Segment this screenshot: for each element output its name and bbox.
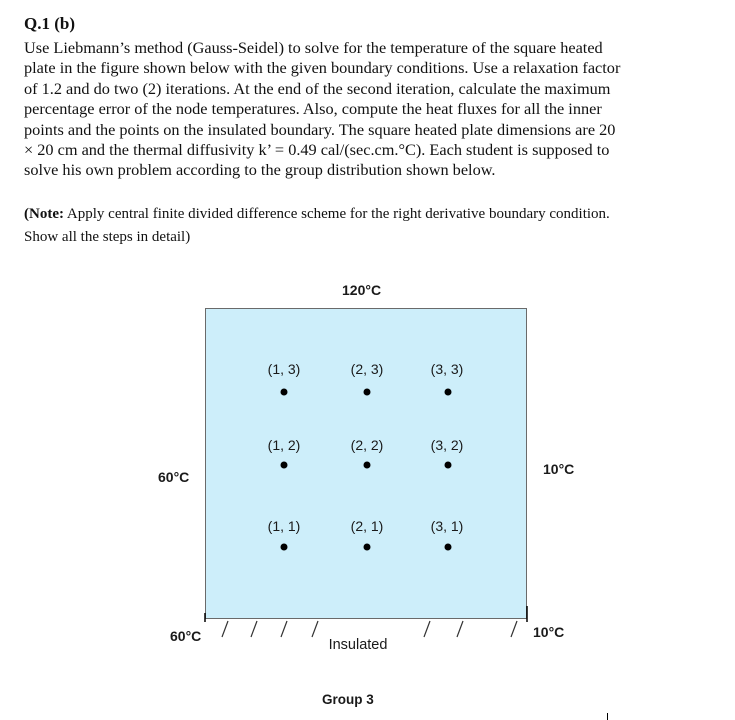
question-number: Q.1 (b) (24, 14, 75, 33)
top-boundary-label: 120°C (342, 282, 382, 298)
hatch-mark (281, 621, 287, 637)
bottom-left-boundary-label: 60°C (170, 628, 202, 644)
question-line-2: plate in the figure shown below with the given boundary conditions. Use a relaxation factor (24, 58, 621, 78)
hatch-mark (312, 621, 318, 637)
node-label-1-2: (1, 2) (267, 437, 301, 453)
hatch-mark (222, 621, 228, 637)
question-line-5: points and the points on the insulated boundary. The square heated plate dimensions are 20 (24, 119, 616, 139)
node-label-3-1: (3, 1) (430, 518, 464, 534)
hatch-mark (511, 621, 517, 637)
note-line-2: Show all the steps in detail) (24, 229, 191, 245)
left-boundary-label: 60°C (158, 469, 190, 485)
note-label: (Note: (24, 206, 64, 222)
node-label-2-2: (2, 2) (350, 437, 384, 453)
question-line-6: × 20 cm and the thermal diffusivity k’ = 0.49 cal/(sec.cm.°C). Each student is supposed to (24, 140, 610, 160)
note-line-1-text: Apply central finite divided difference scheme for the right derivative boundary condition. (63, 206, 610, 222)
node-label-3-2: (3, 2) (430, 437, 464, 453)
insulated-label: Insulated (328, 637, 388, 653)
group-label: Group 3 (322, 692, 374, 707)
hatch-mark (457, 621, 463, 637)
node-label-1-3: (1, 3) (267, 361, 301, 377)
question-line-7: solve his own problem according to the group distribution shown below. (24, 160, 496, 180)
question-line-1: Use Liebmann’s method (Gauss-Seidel) to solve for the temperature of the square heated (24, 38, 603, 57)
node-label-1-1: (1, 1) (267, 518, 301, 534)
question-line-4: percentage error of the node temperatures. Also, compute the heat fluxes for all the inner (24, 99, 602, 119)
node-label-2-3: (2, 3) (350, 361, 384, 377)
right-boundary-label: 10°C (543, 461, 575, 477)
node-label-2-1: (2, 1) (350, 518, 384, 534)
question-line-3: of 1.2 and do two (2) iterations. At the end of the second iteration, calculate the maximum (24, 78, 611, 98)
hatch-mark (251, 621, 257, 637)
bottom-right-boundary-label: 10°C (533, 624, 565, 640)
node-label-3-3: (3, 3) (430, 361, 464, 377)
hatch-mark (424, 621, 430, 637)
